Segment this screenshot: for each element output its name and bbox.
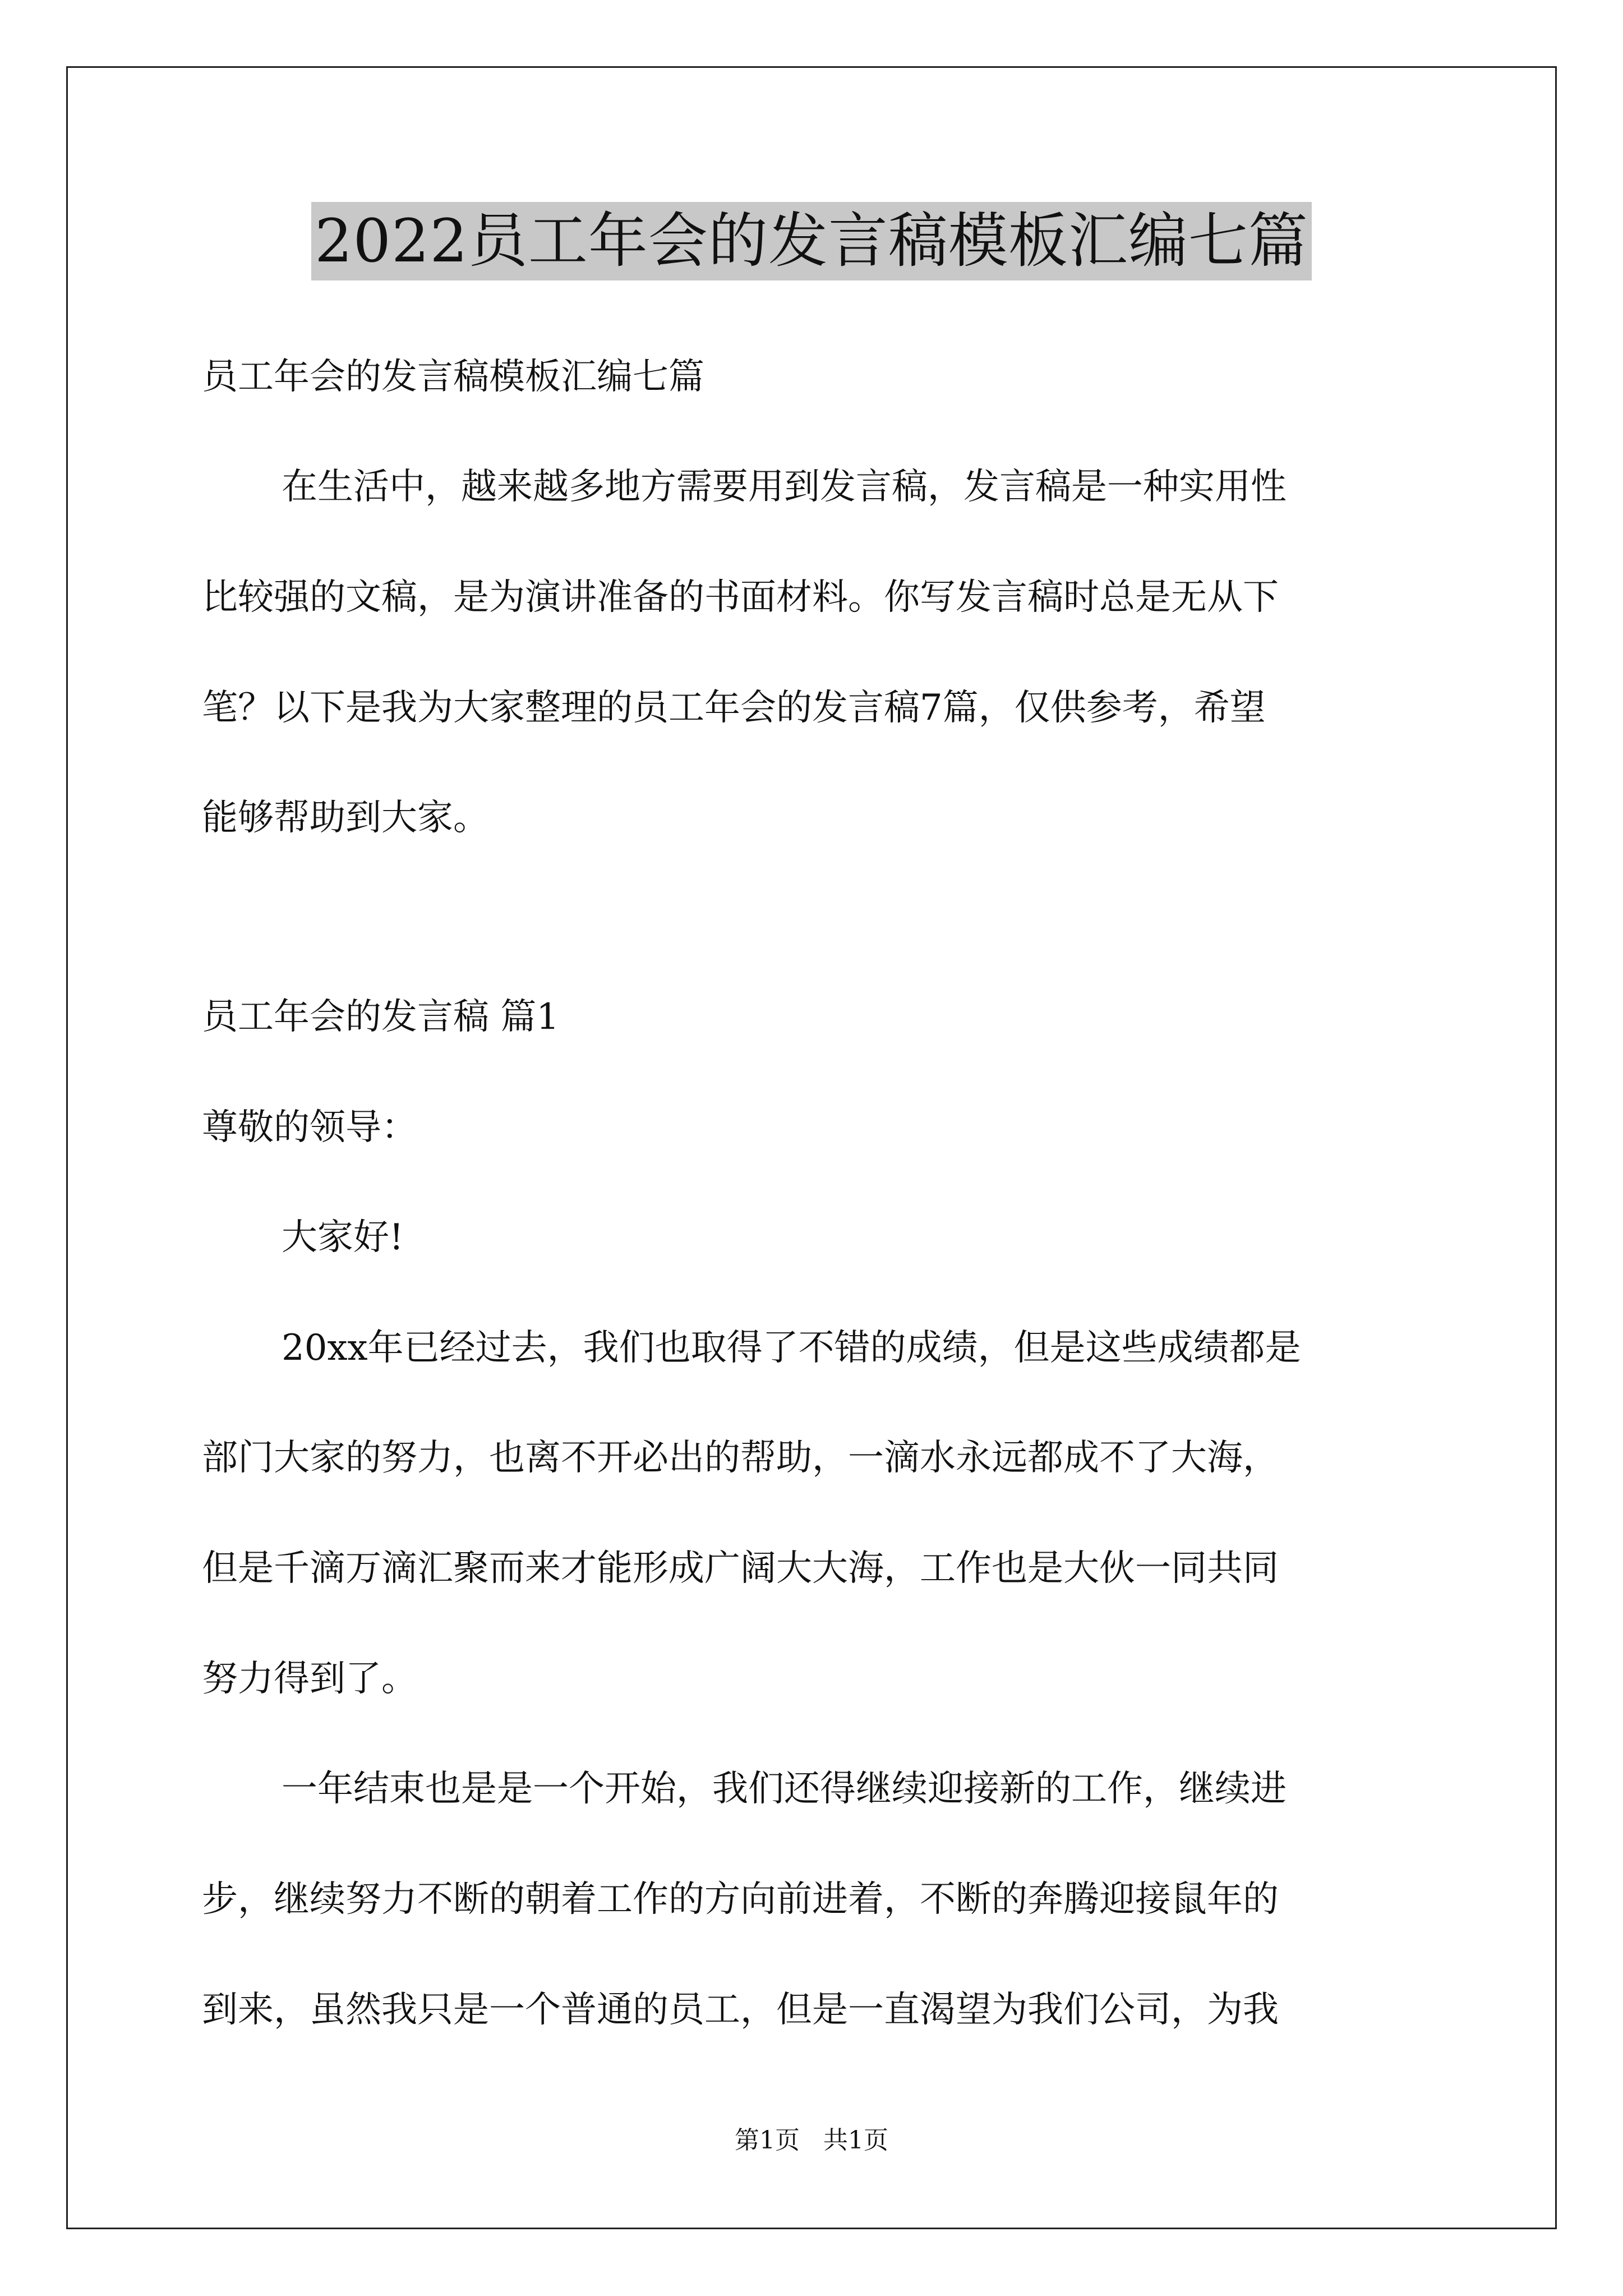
body-paragraph-line: 到来，虽然我只是一个普通的员工，但是一直渴望为我们公司，为我 [202, 1989, 1279, 2031]
salutation: 尊敬的领导： [202, 1107, 417, 1148]
body-paragraph-line: 但是千滴万滴汇聚而来才能形成广阔大大海，工作也是大伙一同共同 [202, 1548, 1279, 1589]
section-heading: 员工年会的发言稿 篇1 [202, 996, 560, 1038]
intro-paragraph-line: 能够帮助到大家。 [202, 797, 489, 839]
intro-paragraph-line: 笔？以下是我为大家整理的员工年会的发言稿7篇，仅供参考，希望 [202, 687, 1266, 729]
body-paragraph-line: 步，继续努力不断的朝着工作的方向前进着，不断的奔腾迎接鼠年的 [202, 1879, 1279, 1920]
body-paragraph-line: 一年结束也是是一个开始，我们还得继续迎接新的工作，继续进 [282, 1768, 1287, 1810]
subtitle-line: 员工年会的发言稿模板汇编七篇 [202, 356, 704, 398]
body-paragraph-line: 部门大家的努力，也离不开必出的帮助，一滴水永远都成不了大海， [202, 1437, 1279, 1479]
intro-paragraph-line: 在生活中，越来越多地方需要用到发言稿，发言稿是一种实用性 [282, 466, 1287, 508]
intro-paragraph-line: 比较强的文稿，是为演讲准备的书面材料。你写发言稿时总是无从下 [202, 577, 1279, 618]
body-paragraph-line: 努力得到了。 [202, 1658, 417, 1700]
page-footer: 第1页 共1页 [735, 2126, 888, 2155]
document-title: 2022员工年会的发言稿模板汇编七篇 [311, 202, 1312, 280]
body-paragraph-line: 20xx年已经过去，我们也取得了不错的成绩，但是这些成绩都是 [282, 1327, 1301, 1369]
greeting: 大家好! [282, 1217, 404, 1258]
title-container [0, 202, 1623, 280]
